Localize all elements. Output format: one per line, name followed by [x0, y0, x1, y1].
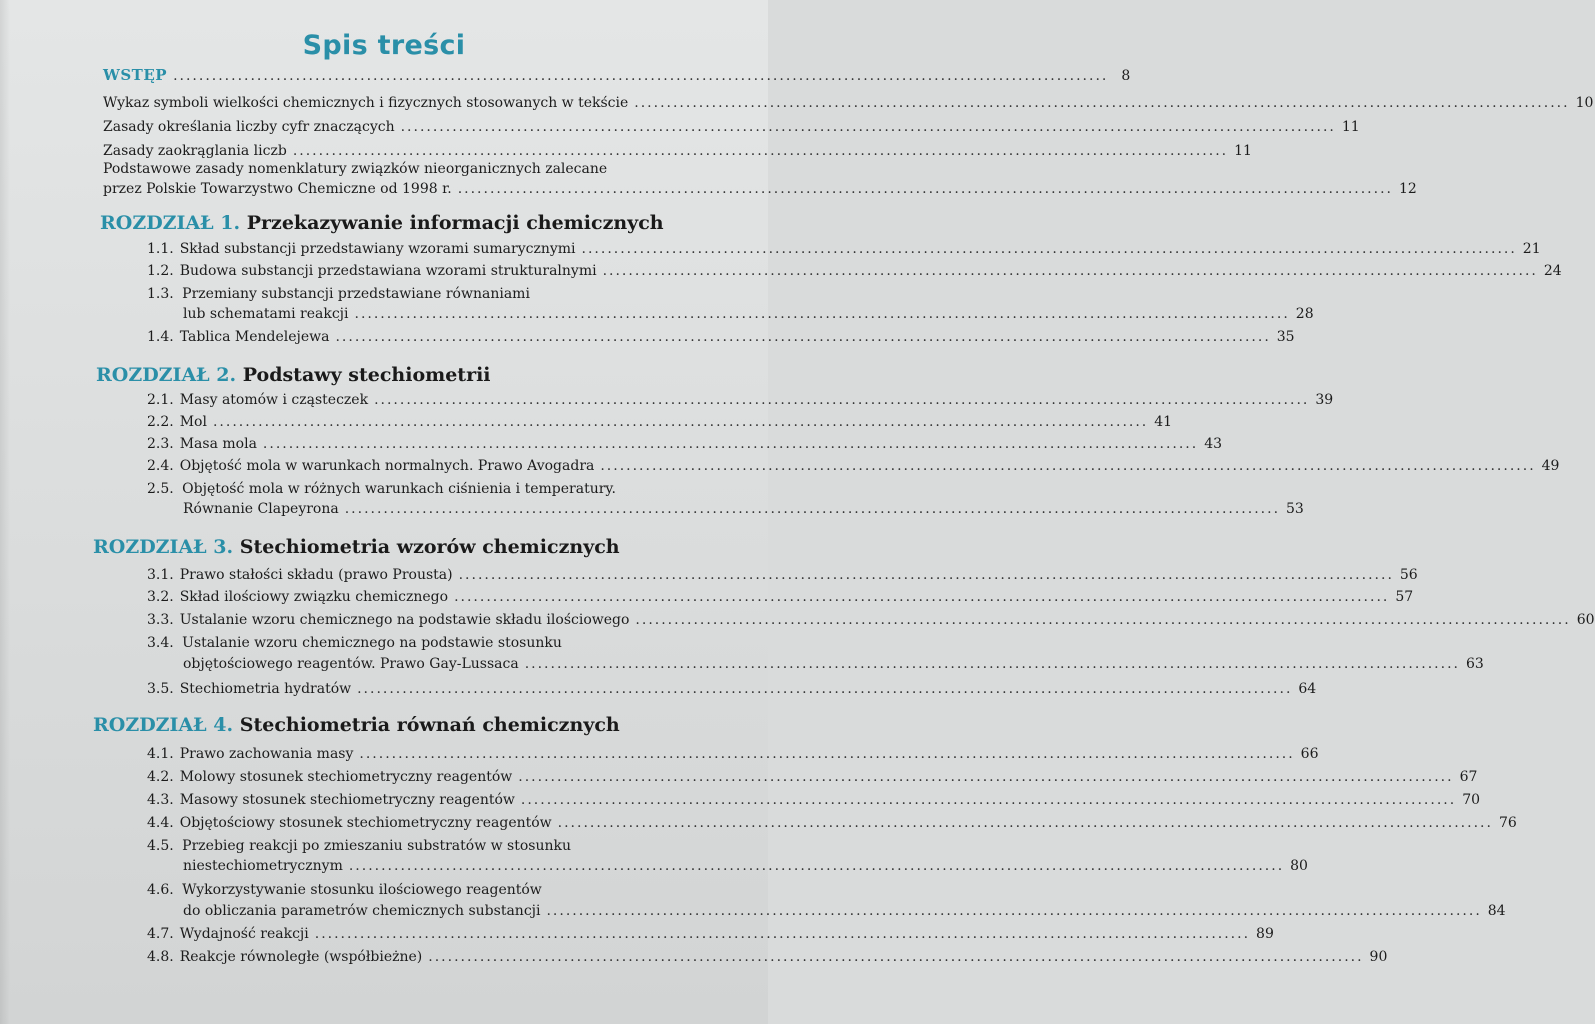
- toc-row-first-line: [147, 285, 530, 303]
- page-number: 84: [1487, 903, 1506, 919]
- leader-dots: .................................................................................................................................................: [518, 769, 1454, 785]
- section-number: 4.5.: [147, 838, 174, 854]
- section-number: 4.4.: [147, 815, 174, 831]
- section-number: 4.8.: [147, 949, 174, 965]
- toc-row: [103, 118, 1360, 136]
- toc-entry-text: lub schematami reakcji: [183, 306, 349, 322]
- page-number: 66: [1300, 746, 1319, 762]
- leader-dots: .................................................................................................................................................: [524, 656, 1460, 672]
- toc-row: [147, 391, 1334, 409]
- leader-dots: .................................................................................................................................................: [212, 414, 1149, 430]
- leader-dots: .................................................................................................................................................: [600, 458, 1536, 474]
- toc-row: [147, 925, 1274, 943]
- section-number: 4.3.: [147, 792, 174, 808]
- toc-row-first-line: [147, 634, 562, 652]
- page-number: 67: [1459, 769, 1478, 785]
- wstep-label: WSTĘP: [103, 66, 168, 84]
- page-number: 41: [1154, 414, 1173, 430]
- toc-entry-text: Skład ilościowy związku chemicznego: [179, 589, 449, 605]
- chapter-title: Stechiometria równań chemicznych: [239, 714, 620, 736]
- page-number: 21: [1522, 241, 1541, 257]
- section-number: 1.4.: [147, 329, 174, 345]
- page-number: 12: [1398, 181, 1417, 197]
- section-number: 3.5.: [147, 681, 174, 697]
- toc-entry-text: Prawo zachowania masy: [179, 746, 354, 762]
- toc-row-first-line: [147, 480, 616, 498]
- toc-row: [147, 566, 1418, 584]
- toc-row-wstep: [103, 66, 1131, 85]
- page-title: Spis treści: [302, 30, 466, 61]
- page-number: 24: [1543, 263, 1562, 279]
- page-number: 11: [1234, 143, 1252, 159]
- toc-entry-text: do obliczania parametrów chemicznych substancji: [183, 903, 541, 919]
- toc-row: [147, 745, 1319, 763]
- leader-dots: .................................................................................................................................................: [262, 436, 1199, 452]
- toc-row: [147, 814, 1517, 832]
- leader-dots: .................................................................................................................................................: [400, 119, 1336, 135]
- toc-entry-text: Zasady zaokrąglania liczb: [103, 143, 287, 159]
- page-number: 39: [1315, 392, 1334, 408]
- leader-dots: .................................................................................................................................................: [602, 263, 1538, 279]
- toc-entry-text: Ustalanie wzoru chemicznego na podstawie składu ilościowego: [179, 612, 630, 628]
- toc-entry-text: Reakcje równoległe (współbieżne): [179, 949, 423, 965]
- toc-entry-text: Masowy stosunek stechiometryczny reagentów: [179, 792, 515, 808]
- section-number: 3.1.: [147, 567, 174, 583]
- chapter-heading: [100, 211, 664, 235]
- leader-dots: .................................................................................................................................................: [581, 241, 1517, 257]
- toc-row: [183, 902, 1506, 920]
- toc-row: [147, 680, 1317, 698]
- page-number: 28: [1295, 306, 1314, 322]
- leader-dots: .................................................................................................................................................: [357, 681, 1293, 697]
- page-number: 49: [1541, 458, 1560, 474]
- page-number: 76: [1498, 815, 1517, 831]
- toc-entry-text: Zasady określania liczby cyfr znaczących: [103, 119, 395, 135]
- section-number: 1.2.: [147, 263, 174, 279]
- leader-dots: .................................................................................................................................................: [335, 329, 1271, 345]
- toc-entry-text: Objętość mola w warunkach normalnych. Prawo Avogadra: [179, 458, 595, 474]
- toc-entry-text: Wykaz symboli wielkości chemicznych i fizycznych stosowanych w tekście: [103, 95, 629, 111]
- leader-dots: .................................................................................................................................................: [359, 746, 1295, 762]
- section-number: 2.4.: [147, 458, 174, 474]
- leader-dots: .................................................................................................................................................: [428, 949, 1364, 965]
- section-number: 1.3.: [147, 286, 174, 302]
- toc-entry-text: objętościowego reagentów. Prawo Gay-Lussaca: [183, 656, 519, 672]
- page-number: 10: [1575, 95, 1594, 111]
- toc-entry-text: Masa mola: [179, 436, 257, 452]
- page-number: 53: [1286, 501, 1304, 517]
- page-number: 90: [1369, 949, 1388, 965]
- page-edge-shadow: [0, 0, 10, 1024]
- section-number: 2.3.: [147, 436, 174, 452]
- toc-row: [103, 180, 1417, 198]
- toc-entry-text: Tablica Mendelejewa: [179, 329, 330, 345]
- leader-dots: .................................................................................................................................................: [348, 858, 1285, 874]
- toc-entry-text: Równanie Clapeyrona: [183, 501, 339, 517]
- toc-entry-text: Przemiany substancji przedstawiane równaniami: [182, 286, 530, 302]
- toc-row: [147, 413, 1173, 431]
- leader-dots: .................................................................................................................................................: [634, 95, 1570, 111]
- toc-row: [183, 500, 1304, 518]
- toc-row: [183, 305, 1314, 323]
- page-number: 89: [1256, 926, 1274, 942]
- section-number: 1.1.: [147, 241, 174, 257]
- section-number: 4.2.: [147, 769, 174, 785]
- leader-dots: .................................................................................................................................................: [557, 815, 1493, 831]
- page-number: 56: [1399, 567, 1418, 583]
- toc-entry-text: przez Polskie Towarzystwo Chemiczne od 1998 r.: [103, 181, 452, 197]
- toc-entry-text: Prawo stałości składu (prawo Prousta): [179, 567, 453, 583]
- toc-row-first-line: [147, 837, 571, 855]
- toc-entry-text: Molowy stosunek stechiometryczny reagentów: [179, 769, 513, 785]
- leader-dots: .................................................................................................................................................: [173, 68, 1109, 84]
- chapter-heading: [93, 713, 620, 737]
- chapter-title: Przekazywanie informacji chemicznych: [246, 212, 664, 234]
- leader-dots: .................................................................................................................................................: [546, 903, 1482, 919]
- chapter-heading: [96, 363, 491, 387]
- toc-row: [103, 94, 1594, 112]
- page-number: 43: [1204, 436, 1223, 452]
- leader-dots: .................................................................................................................................................: [344, 501, 1281, 517]
- toc-row: [147, 791, 1481, 809]
- leader-dots: .................................................................................................................................................: [374, 392, 1310, 408]
- toc-entry-text: Ustalanie wzoru chemicznego na podstawie stosunku: [182, 635, 562, 651]
- toc-row: [183, 857, 1308, 875]
- page-number: 70: [1462, 792, 1481, 808]
- toc-row: [147, 240, 1541, 258]
- chapter-label: ROZDZIAŁ 1.: [100, 212, 241, 234]
- toc-row-first-line: [147, 881, 542, 899]
- section-number: 3.2.: [147, 589, 174, 605]
- section-number: 2.5.: [147, 481, 174, 497]
- toc-entry-text: Wydajność reakcji: [179, 926, 309, 942]
- chapter-title: Stechiometria wzorów chemicznych: [239, 536, 620, 558]
- toc-entry-text: Wykorzystywanie stosunku ilościowego reagentów: [182, 882, 542, 898]
- chapter-label: ROZDZIAŁ 2.: [96, 364, 237, 386]
- toc-row: [103, 142, 1252, 160]
- toc-row: [147, 768, 1478, 786]
- leader-dots: .................................................................................................................................................: [520, 792, 1457, 808]
- leader-dots: .................................................................................................................................................: [458, 567, 1394, 583]
- page-number: 64: [1298, 681, 1317, 697]
- toc-entry-text: Skład substancji przedstawiany wzorami sumarycznymi: [179, 241, 576, 257]
- toc-entry-text: Budowa substancji przedstawiana wzorami strukturalnymi: [179, 263, 597, 279]
- chapter-heading: [93, 535, 620, 559]
- toc-row: [147, 588, 1414, 606]
- page-number: 60: [1576, 612, 1595, 628]
- section-number: 4.7.: [147, 926, 174, 942]
- leader-dots: .................................................................................................................................................: [354, 306, 1290, 322]
- chapter-title: Podstawy stechiometrii: [242, 364, 491, 386]
- leader-dots: .................................................................................................................................................: [457, 181, 1393, 197]
- toc-row: [183, 655, 1484, 673]
- toc-entry-text: Mol: [179, 414, 207, 430]
- page-number: 8: [1121, 68, 1131, 84]
- toc-row: [147, 435, 1223, 453]
- toc-entry-text: Podstawowe zasady nomenklatury związków nieorganicznych zalecane: [103, 161, 608, 177]
- leader-dots: .................................................................................................................................................: [635, 612, 1571, 628]
- section-number: 3.4.: [147, 635, 174, 651]
- page-number: 57: [1395, 589, 1414, 605]
- leader-dots: .................................................................................................................................................: [454, 589, 1390, 605]
- page-number: 80: [1290, 858, 1308, 874]
- toc-row: [147, 457, 1560, 475]
- section-number: 3.3.: [147, 612, 174, 628]
- section-number: 4.6.: [147, 882, 174, 898]
- page-number: 11: [1341, 119, 1360, 135]
- toc-row: [147, 328, 1295, 346]
- page-number: 63: [1465, 656, 1484, 672]
- toc-entry-text: Stechiometria hydratów: [179, 681, 352, 697]
- leader-dots: .................................................................................................................................................: [314, 926, 1251, 942]
- section-number: 4.1.: [147, 746, 174, 762]
- toc-entry-text: Przebieg reakcji po zmieszaniu substratów w stosunku: [182, 838, 572, 854]
- toc-entry-text: niestechiometrycznym: [183, 858, 343, 874]
- toc-entry-text: Masy atomów i cząsteczek: [179, 392, 369, 408]
- section-number: 2.2.: [147, 414, 174, 430]
- chapter-label: ROZDZIAŁ 4.: [93, 714, 234, 736]
- section-number: 2.1.: [147, 392, 174, 408]
- chapter-label: ROZDZIAŁ 3.: [93, 536, 234, 558]
- toc-entry-text: Objętościowy stosunek stechiometryczny reagentów: [179, 815, 552, 831]
- leader-dots: .................................................................................................................................................: [292, 143, 1229, 159]
- toc-row: [147, 262, 1562, 280]
- toc-entry-text: Objętość mola w różnych warunkach ciśnienia i temperatury.: [182, 481, 616, 497]
- page-number: 35: [1276, 329, 1295, 345]
- toc-row: [147, 611, 1595, 629]
- toc-row: [147, 948, 1388, 966]
